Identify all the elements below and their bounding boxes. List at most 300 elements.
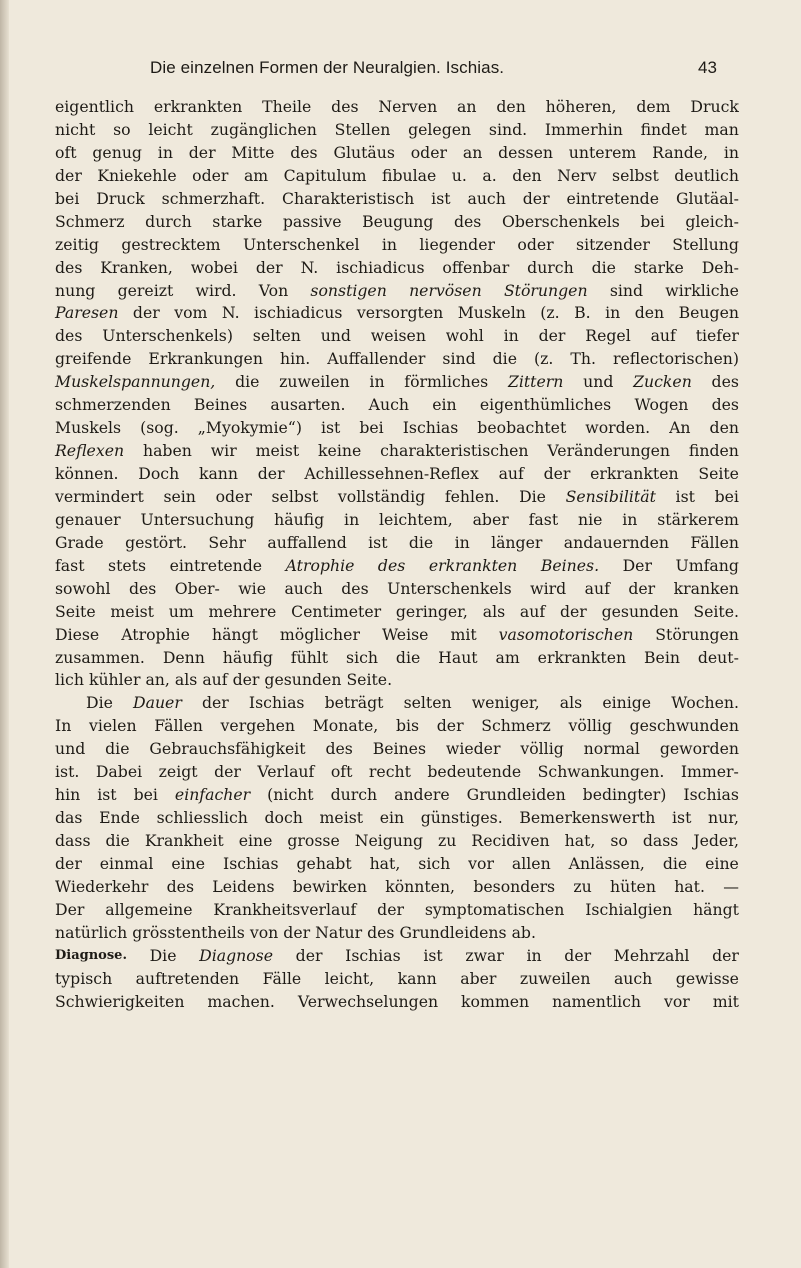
word: kühler — [88, 670, 141, 690]
word: Die — [519, 486, 546, 506]
word: Zucken — [633, 372, 692, 392]
text-line — [55, 968, 739, 991]
word: Neigung — [354, 831, 424, 850]
word: Recidiven — [471, 831, 550, 850]
word: Verwechselungen — [297, 991, 439, 1011]
word: günstiges. — [420, 808, 503, 828]
word: hängt — [693, 899, 739, 919]
word: aber — [460, 968, 497, 988]
word: schliesslich — [156, 808, 248, 828]
word: Bemerkenswerth — [519, 808, 656, 828]
word: bei — [359, 418, 384, 438]
word: auf — [650, 326, 676, 346]
word: Ischialgien — [585, 899, 673, 919]
word: versorgten — [356, 303, 444, 323]
text-line — [55, 440, 739, 463]
word: ausarten. — [270, 395, 346, 415]
word: vasomotorischen — [498, 624, 634, 644]
word: Druck — [96, 188, 145, 208]
word: ischiadicus — [336, 257, 425, 277]
word: wohl — [445, 326, 484, 346]
word: ist — [368, 532, 388, 552]
word: Unterschenkels) — [102, 326, 233, 346]
word: einfacher — [174, 785, 251, 805]
word: ist — [97, 785, 117, 805]
word: Reflexen — [55, 441, 125, 461]
word: Grade — [55, 532, 104, 552]
word: Wochen. — [671, 693, 739, 713]
word: selbst — [271, 486, 319, 506]
word: zuweilen — [279, 372, 350, 392]
word: Immer- — [680, 762, 739, 782]
word: einige — [602, 693, 652, 713]
word: Fällen — [154, 716, 203, 736]
word: könnten, — [385, 876, 456, 896]
word: des — [711, 395, 739, 415]
word: ist — [431, 188, 451, 208]
word: natürlich — [55, 922, 128, 942]
word: geworden — [659, 739, 739, 759]
word: sein — [163, 486, 196, 506]
word: die — [591, 257, 616, 277]
word: in — [157, 142, 173, 162]
word: Glutäal- — [675, 188, 739, 208]
text-line — [55, 96, 739, 119]
word: in — [622, 509, 638, 529]
word: selten — [252, 326, 301, 346]
word: dem — [636, 97, 671, 116]
word: bedeutende — [427, 762, 522, 782]
text-line — [55, 165, 739, 188]
word: andauernden — [563, 532, 670, 552]
word: oft — [330, 762, 353, 782]
word: gereizt — [117, 280, 174, 300]
text-line — [55, 807, 739, 830]
word: Krankheitsverlauf — [213, 899, 357, 919]
word: wie — [238, 578, 266, 598]
word: des — [341, 578, 369, 598]
word: gesunden — [601, 601, 679, 621]
word: des — [290, 142, 318, 162]
word: Atrophie — [121, 624, 190, 644]
word: (z. — [540, 303, 560, 323]
word: Störungen — [655, 624, 739, 644]
word: die — [492, 349, 517, 369]
word: Stellen — [334, 119, 391, 139]
word: den — [496, 97, 526, 116]
word: sind — [609, 280, 644, 300]
word: des — [377, 555, 406, 575]
word: gestört. — [125, 532, 187, 552]
word: eine — [171, 853, 206, 873]
word: In — [55, 716, 72, 736]
word: normal — [583, 739, 640, 759]
word: hat, — [369, 853, 401, 873]
word: auch — [613, 968, 653, 988]
word: sich — [346, 647, 378, 667]
word: Ischias — [248, 693, 305, 713]
word: der — [214, 762, 241, 782]
word: hat. — [674, 876, 705, 896]
word: Auffallender — [327, 349, 426, 369]
text-line — [55, 509, 739, 532]
text-line — [55, 417, 739, 440]
word: dessen — [498, 142, 553, 162]
word: den — [709, 418, 739, 438]
word: Krankheit — [144, 831, 224, 850]
word: Deh- — [701, 257, 739, 277]
text-line — [55, 669, 739, 692]
word: einmal — [99, 853, 154, 873]
word: (nicht — [267, 785, 314, 805]
word: beträgt — [324, 693, 384, 713]
word: häufig — [274, 509, 325, 529]
word: erkrankten — [537, 647, 627, 667]
word: Grundleiden — [466, 785, 566, 805]
word: namentlich — [552, 991, 642, 1011]
word: das — [55, 808, 83, 828]
word: nung — [55, 280, 96, 300]
word: grösstentheils — [132, 922, 245, 942]
word: in — [369, 372, 385, 392]
word: des — [331, 97, 359, 116]
word: den — [634, 303, 665, 323]
word: so — [610, 831, 628, 850]
word: bei — [640, 211, 665, 231]
word: förmliches — [404, 372, 489, 392]
word: Fälle — [262, 968, 302, 988]
word: Jeder, — [693, 831, 739, 850]
text-line — [55, 394, 739, 417]
word: des — [325, 739, 353, 759]
word: bewirken — [292, 876, 367, 896]
word: Beugung — [362, 211, 434, 231]
word: Kranken, — [100, 257, 173, 277]
word: Untersuchung — [140, 509, 255, 529]
word: vom — [174, 303, 208, 323]
word: Ende — [99, 808, 140, 828]
word: Beines. — [540, 555, 600, 575]
word: Wiederkehr — [55, 876, 149, 896]
word: Schwierigkeiten — [55, 991, 185, 1011]
word: des — [711, 372, 739, 392]
word: erkrankten — [153, 97, 243, 116]
text-line — [55, 119, 739, 142]
word: hin. — [279, 349, 311, 369]
word: in — [344, 509, 360, 529]
word: weisen — [370, 326, 426, 346]
word: auch — [284, 578, 323, 598]
word: Haut — [438, 647, 478, 667]
text-line — [55, 234, 739, 257]
word: Theile — [262, 97, 312, 116]
word: stets — [108, 555, 147, 575]
word: durch — [527, 257, 574, 277]
word: finden — [688, 441, 739, 461]
word: Schwankungen. — [537, 762, 665, 782]
word: vor — [468, 853, 494, 873]
word: „Myokymie“) — [197, 418, 302, 438]
word: der — [543, 464, 571, 483]
word: zeitig — [55, 234, 99, 254]
word: starke — [212, 211, 263, 231]
word: allen — [511, 853, 551, 873]
word: u. — [451, 165, 467, 185]
word: Kniekehle — [97, 165, 177, 185]
word: am — [495, 647, 520, 667]
word: B. — [574, 303, 591, 323]
word: haben — [142, 441, 192, 461]
word: eintretende — [169, 555, 263, 575]
word: Bein — [644, 647, 680, 667]
word: vollständig — [337, 486, 426, 506]
word: von — [249, 922, 279, 942]
word: typisch — [55, 968, 113, 988]
word: in — [526, 945, 542, 965]
word: Seite — [698, 464, 739, 483]
word: doch — [264, 808, 303, 828]
word: a. — [482, 165, 497, 185]
word: bei — [133, 785, 158, 805]
word: erkrankten — [590, 464, 679, 483]
text-line — [55, 280, 739, 303]
word: höheren, — [545, 97, 617, 116]
word: der — [559, 601, 587, 621]
word: in — [454, 532, 470, 552]
word: Atrophie — [285, 555, 355, 575]
word: mit — [712, 991, 739, 1011]
word: nie — [577, 509, 603, 529]
word: so — [113, 119, 131, 139]
word: gesunden — [264, 670, 342, 690]
word: an, — [145, 670, 170, 690]
word: vielen — [89, 716, 137, 736]
word: des — [166, 876, 195, 896]
text-line — [55, 302, 739, 325]
word: ein — [379, 808, 405, 828]
word: kann — [198, 464, 239, 483]
word: Nerv — [557, 165, 597, 185]
word: N. — [221, 303, 240, 323]
word: liegender — [419, 234, 495, 254]
text-line — [55, 624, 739, 647]
word: zwar — [465, 945, 504, 965]
word: Muskels — [55, 418, 122, 438]
word: als — [174, 670, 198, 690]
word: meist — [255, 441, 300, 461]
word: eine — [705, 853, 739, 873]
word: der — [712, 945, 739, 965]
word: in — [503, 326, 519, 346]
word: Weise — [381, 624, 429, 644]
word: genauer — [55, 509, 121, 529]
word: ist — [672, 808, 692, 828]
word: — — [723, 876, 739, 896]
word: selbst — [612, 165, 659, 185]
word: unterem — [568, 142, 637, 162]
word: der — [295, 945, 323, 965]
word: fast — [528, 509, 559, 529]
running-head: Die einzelnen Formen der Neuralgien. Ischias. — [150, 58, 505, 77]
word: nur, — [708, 808, 739, 828]
word: Anlässen, — [568, 853, 645, 873]
word: andere — [394, 785, 450, 805]
word: man — [704, 119, 739, 139]
word: Achillessehnen-Reflex — [304, 464, 479, 483]
word: Gebrauchsfähigkeit — [149, 739, 306, 759]
word: den — [512, 165, 542, 185]
word: Ischias — [345, 945, 401, 965]
word: leichtem, — [379, 509, 453, 529]
word: der — [232, 670, 260, 690]
word: vergehen — [220, 716, 296, 736]
word: völlig — [568, 716, 612, 736]
word: vor — [664, 991, 690, 1011]
text-line — [55, 692, 739, 715]
word: eigenthümliches — [479, 395, 612, 415]
word: Schmerz — [481, 716, 551, 736]
word: durch — [145, 211, 192, 231]
word: Capitulum — [283, 165, 367, 185]
word: worden. — [585, 418, 651, 438]
word: Wogen — [634, 395, 689, 415]
word: länger — [491, 532, 543, 552]
word: hängt — [211, 624, 258, 644]
word: Sehr — [208, 532, 246, 552]
word: oder — [215, 486, 252, 506]
word: besonders — [473, 876, 556, 896]
word: auftretenden — [135, 968, 240, 988]
word: Verlauf — [257, 762, 315, 782]
word: kann — [397, 968, 437, 988]
word: auf — [202, 670, 228, 690]
text-line — [55, 486, 739, 509]
word: Doch — [138, 464, 180, 483]
word: zeigt — [158, 762, 198, 782]
text-line — [55, 761, 739, 784]
text-line — [55, 784, 739, 807]
word: Unterschenkel — [242, 234, 360, 254]
word: eintretende — [566, 188, 660, 208]
word: der — [283, 922, 311, 942]
text-line — [55, 371, 739, 394]
word: Muskelspannungen, — [55, 372, 216, 392]
word: Nerven — [378, 97, 438, 116]
word: der — [436, 716, 464, 736]
body-text — [55, 96, 739, 1014]
text-line — [55, 463, 739, 486]
word: keine — [318, 441, 362, 461]
word: ist — [320, 418, 341, 438]
word: Charakteristisch — [282, 188, 415, 208]
word: wieder — [445, 739, 501, 759]
word: dass — [55, 831, 91, 850]
word: eigentlich — [55, 97, 134, 116]
word: mit — [450, 624, 477, 644]
word: allgemeine — [105, 899, 193, 919]
word: Dabei — [95, 762, 143, 782]
word: des — [55, 326, 83, 346]
word: oder — [192, 165, 229, 185]
word: Stellung — [672, 234, 739, 254]
word: auch — [467, 188, 506, 208]
word: Beines — [372, 739, 427, 759]
text-line — [55, 532, 739, 555]
text-line — [55, 647, 739, 670]
word: fibulae — [382, 165, 437, 185]
word: oder — [517, 234, 554, 254]
word: deut- — [697, 647, 739, 667]
word: machen. — [207, 991, 275, 1011]
word: wird. — [195, 280, 237, 300]
word: Seite — [55, 601, 96, 621]
word: des — [55, 257, 83, 277]
word: der — [564, 945, 592, 965]
word: greifende — [55, 349, 132, 369]
word: wobei — [190, 257, 238, 277]
word: zu — [573, 876, 592, 896]
word: grosse — [287, 831, 340, 850]
word: auf — [519, 601, 546, 621]
word: N. — [300, 257, 319, 277]
word: der — [257, 464, 285, 483]
text-line — [55, 578, 739, 601]
word: die — [662, 853, 688, 873]
word: gestrecktem — [121, 234, 221, 254]
word: des — [453, 211, 482, 231]
word: Fällen — [690, 532, 739, 552]
word: Mitte — [231, 142, 275, 162]
word: häufig — [222, 647, 273, 667]
word: ist — [675, 486, 695, 506]
word: Leidens — [212, 876, 275, 896]
text-line — [55, 991, 739, 1014]
word: der — [201, 693, 229, 713]
word: Regel — [585, 326, 631, 346]
word: Seite. — [693, 601, 739, 621]
word: zugänglichen — [210, 119, 317, 139]
word: Zittern — [507, 372, 564, 392]
word: bei — [55, 188, 80, 208]
word: Beugen — [678, 303, 739, 323]
word: leicht, — [324, 968, 375, 988]
text-line — [55, 945, 739, 968]
word: dass — [642, 831, 679, 850]
word: völlig — [520, 739, 564, 759]
word: (z. — [534, 349, 554, 369]
word: gleich- — [685, 211, 739, 231]
word: durch — [330, 785, 378, 805]
word: als — [559, 693, 583, 713]
text-line — [55, 142, 739, 165]
word: wird — [530, 578, 567, 598]
word: Seite. — [346, 670, 393, 690]
word: der — [628, 578, 656, 598]
word: an — [462, 142, 483, 162]
word: schmerzhaft. — [161, 188, 266, 208]
word: genug — [92, 142, 142, 162]
word: Immerhin — [544, 119, 623, 139]
word: oder — [410, 142, 448, 162]
word: lich — [55, 670, 84, 690]
text-line — [55, 922, 739, 945]
word: selten — [403, 693, 452, 713]
word: recht — [368, 762, 411, 782]
word: Unterschenkels — [387, 578, 512, 598]
word: der — [55, 165, 82, 185]
word: weniger, — [471, 693, 540, 713]
word: der — [132, 303, 160, 323]
